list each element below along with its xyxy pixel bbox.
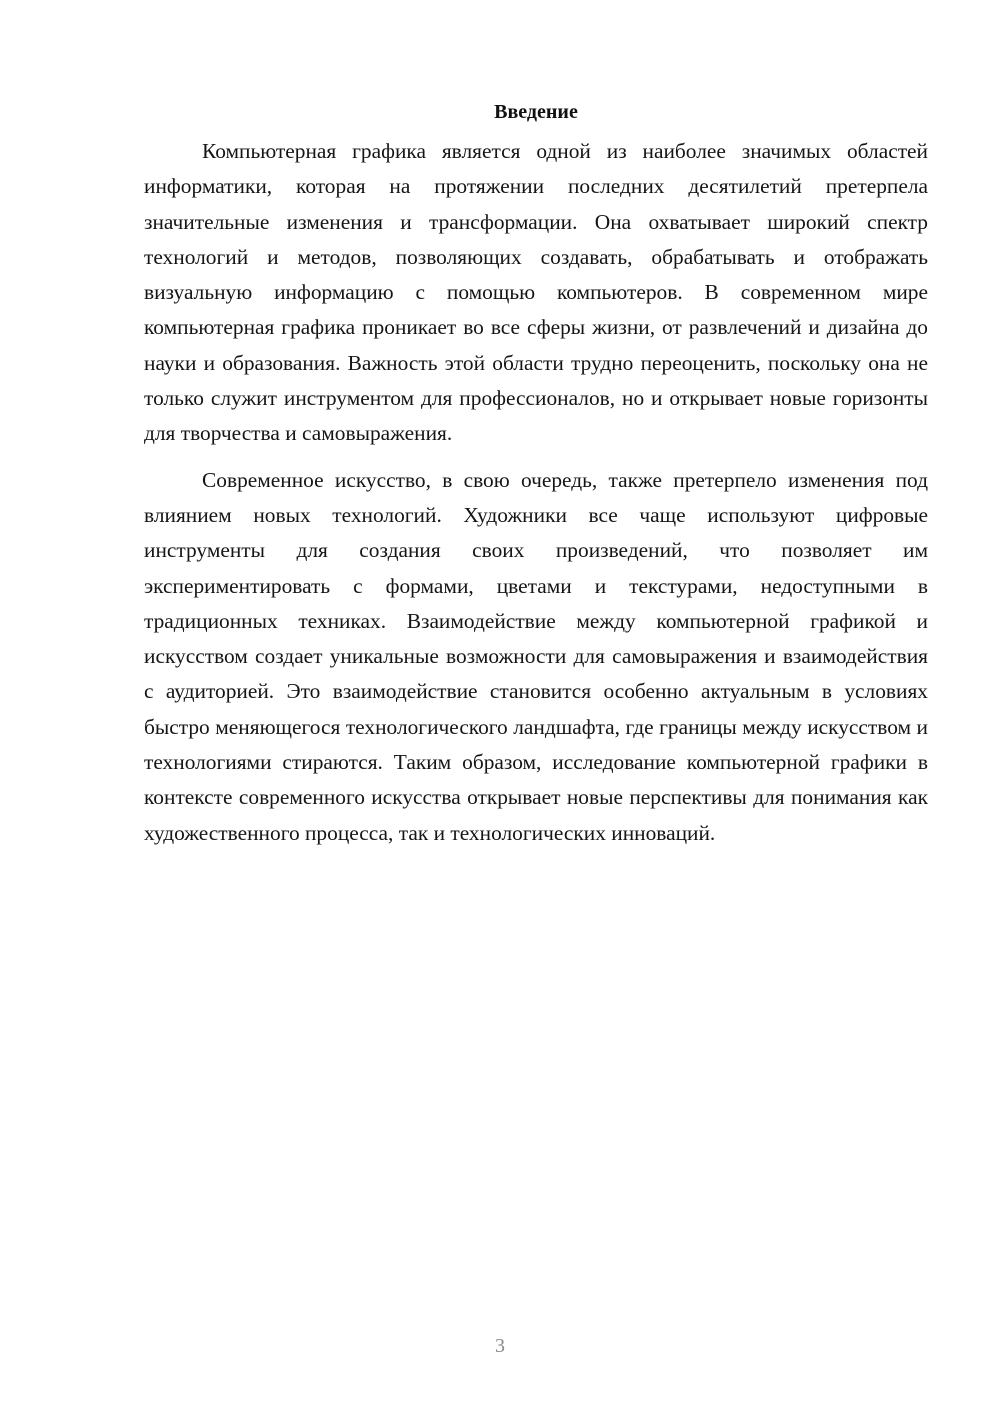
page-content [144,94,928,851]
intro-paragraph-computer-graphics: Компьютерная графика является одной из наиболее значимых областей информатики, которая на протяжении последних десятилетий претерпела значительные изменения и трансформации. Она охватывает широкий спектр технологий и методов, позволяющих создавать, обрабатывать и отображать визуальную информацию с помощью компьютеров. В современном мире компьютерная графика проникает во все сферы жизни, от развлечений и дизайна до науки и образования. Важность этой области трудно переоценить, поскольку она не только служит инструментом для профессионалов, но и открывает новые горизонты для творчества и самовыражения. [144,139,928,446]
page-number: 3 [495,1335,505,1357]
intro-paragraph-modern-art: Современное искусство, в свою очередь, также претерпело изменения под влиянием новых технологий. Художники все чаще используют цифровые инструменты для создания своих произведений, что позволяет им экспериментировать с формами, цветами и текстурами, недоступными в традиционных техниках. Взаимодействие между компьютерной графикой и искусством создает уникальные возможности для самовыражения и взаимодействия с аудиторией. Это взаимодействие становится особенно актуальным в условиях быстро меняющегося технологического ландшафта, где границы между искусством и технологиями стираются. Таким образом, исследование компьютерной графики в контексте современного искусства открывает новые перспективы для понимания как художественного процесса, так и технологических инноваций. [144,467,928,845]
page-title: Введение [494,101,578,123]
